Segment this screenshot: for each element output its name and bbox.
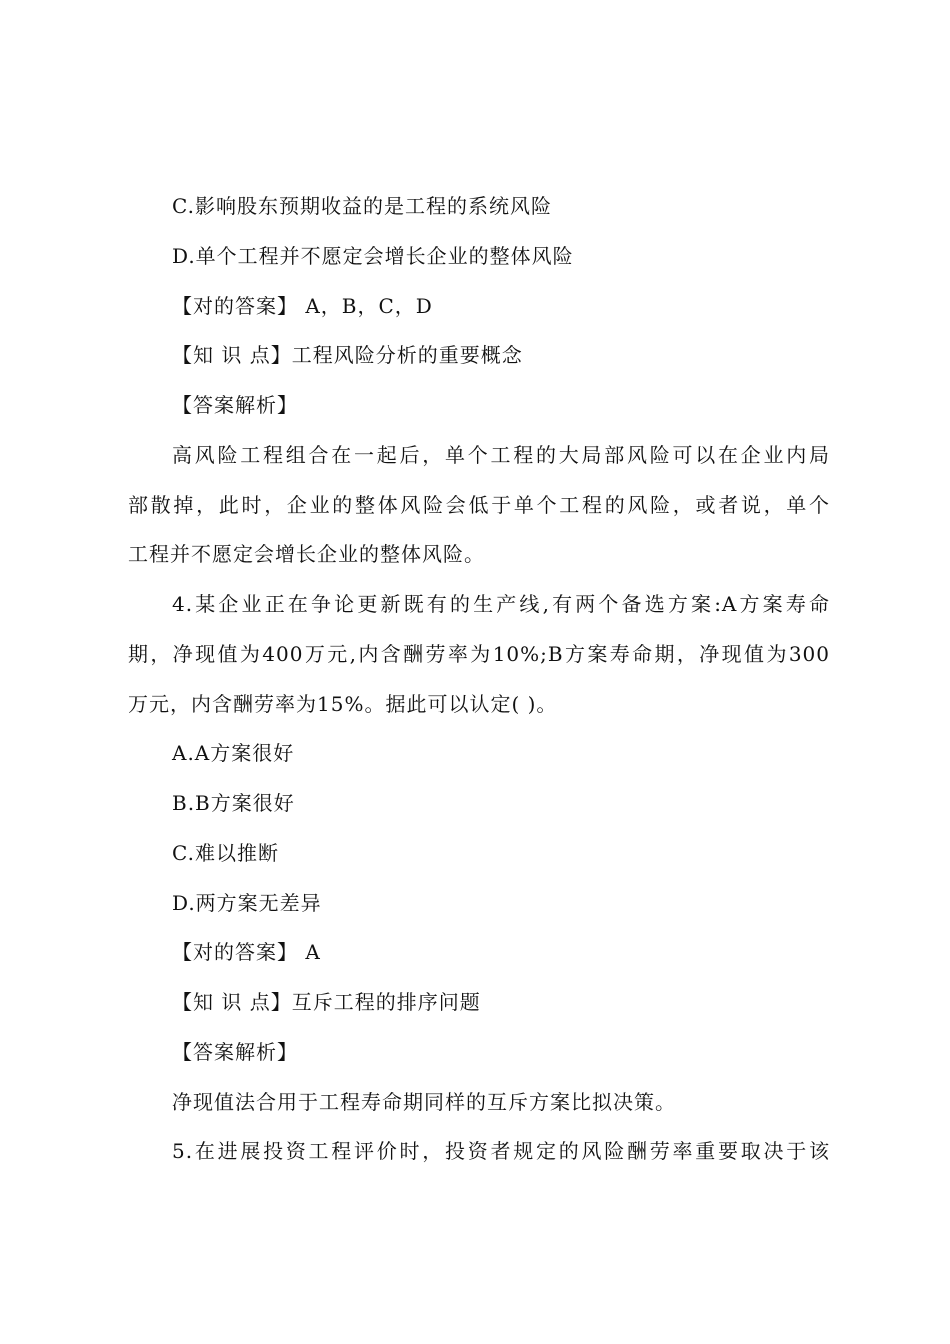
explanation-line-1-q3: 高风险工程组合在一起后，单个工程的大局部风险可以在企业内局	[172, 443, 830, 467]
option-c-q4: C.难以推断	[172, 841, 279, 865]
explanation-heading-q4: 【答案解析】	[172, 1040, 298, 1064]
option-b-q4: B.B方案很好	[172, 791, 295, 815]
explanation-line-2-q3: 部散掉，此时，企业的整体风险会低于单个工程的风险，或者说，单个	[128, 493, 830, 517]
option-a-q4: A.A方案很好	[172, 741, 295, 765]
question-4-line-1: 4.某企业正在争论更新既有的生产线,有两个备选方案:A方案寿命	[172, 592, 830, 616]
option-d-q3: D.单个工程并不愿定会增长企业的整体风险	[172, 244, 574, 268]
option-d-q4: D.两方案无差异	[172, 891, 322, 915]
explanation-line-3-q3: 工程并不愿定会增长企业的整体风险。	[128, 542, 485, 566]
answer-q4: 【对的答案】 A	[172, 940, 321, 964]
explanation-heading-q3: 【答案解析】	[172, 393, 298, 417]
question-4-line-3: 万元，内含酬劳率为15%。据此可以认定( )。	[128, 692, 558, 716]
explanation-line-1-q4: 净现值法合用于工程寿命期同样的互斥方案比拟决策。	[172, 1090, 676, 1114]
option-c-q3: C.影响股东预期收益的是工程的系统风险	[172, 194, 552, 218]
answer-q3: 【对的答案】 A，B，C，D	[172, 294, 433, 318]
question-4-line-2: 期，净现值为400万元,内含酬劳率为10%;B方案寿命期，净现值为300	[128, 642, 830, 666]
question-5-line-1: 5.在进展投资工程评价时，投资者规定的风险酬劳率重要取决于该	[172, 1139, 830, 1163]
knowledge-point-q4: 【知 识 点】互斥工程的排序问题	[172, 990, 481, 1014]
knowledge-point-q3: 【知 识 点】工程风险分析的重要概念	[172, 343, 523, 367]
